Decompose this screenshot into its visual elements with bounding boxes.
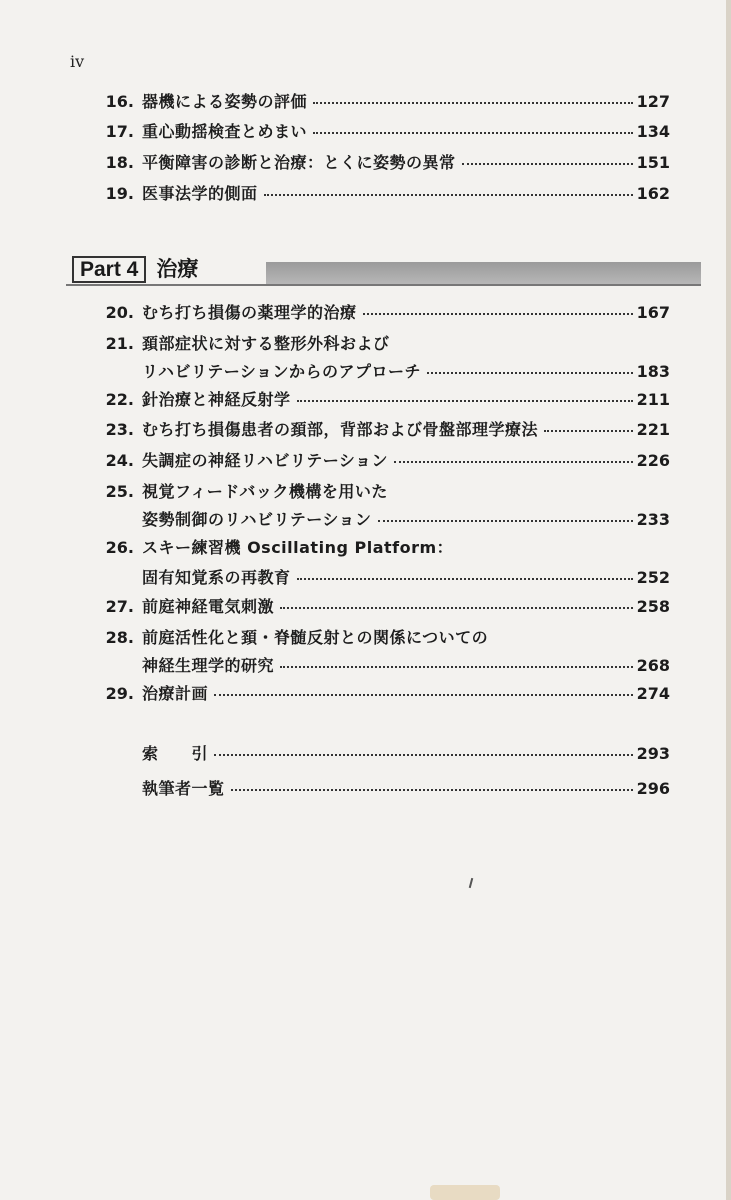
- entry-page: 183: [636, 362, 670, 381]
- toc-entry: [96, 420, 670, 440]
- leader-dots: [264, 193, 633, 196]
- entry-title: 平衡障害の診断と治療：とくに姿勢の異常: [142, 153, 456, 172]
- entry-title: 医事法学的側面: [142, 184, 258, 203]
- toc-entry: [96, 184, 670, 204]
- entry-title: 失調症の神経リハビリテーション: [142, 451, 389, 470]
- entry-title-continued: リハビリテーションからのアプローチ: [142, 362, 422, 381]
- toc-entry: [96, 628, 670, 676]
- entry-number: 25.: [105, 482, 134, 501]
- leader-dots: [544, 429, 633, 432]
- leader-dots: [280, 606, 633, 609]
- toc-entry: [96, 390, 670, 410]
- entry-title: 視覚フィードバック機構を用いた: [142, 482, 388, 501]
- entry-title-continued: 姿勢制御のリハビリテーション: [142, 510, 372, 529]
- entry-page: 268: [636, 656, 670, 675]
- leader-dots: [363, 312, 633, 315]
- entry-title: 執筆者一覧: [142, 779, 225, 798]
- toc-entry: [96, 597, 670, 617]
- entry-title: 治療計画: [142, 684, 209, 703]
- entry-title: むち打ち損傷患者の頚部，背部および骨盤部理学療法: [142, 420, 539, 439]
- entry-page: 221: [636, 420, 670, 439]
- entry-number: 23.: [105, 420, 134, 439]
- leader-dots: [297, 577, 633, 580]
- book-spine-edge: [726, 0, 731, 1200]
- leader-dots: [394, 460, 633, 463]
- entry-title: 重心動揺検査とめまい: [142, 122, 308, 141]
- entry-title: むち打ち損傷の薬理学的治療: [142, 303, 357, 322]
- entry-page: 258: [636, 597, 670, 616]
- leader-dots: [378, 519, 633, 522]
- leader-dots: [462, 162, 633, 165]
- leader-dots: [297, 399, 633, 402]
- leader-dots: [313, 101, 633, 104]
- entry-number: 16.: [105, 92, 134, 111]
- entry-page: 127: [636, 92, 670, 111]
- part-header-bar: [266, 262, 701, 284]
- part-header: [66, 256, 701, 286]
- entry-number: 20.: [105, 303, 134, 322]
- part-heading: [66, 256, 208, 284]
- part-header-rule: [66, 284, 701, 286]
- entry-title: 前庭神経電気刺激: [142, 597, 275, 616]
- entry-number: 21.: [105, 334, 134, 353]
- entry-title: 針治療と神経反射学: [142, 390, 291, 409]
- entry-page: 293: [636, 744, 670, 763]
- entry-title: 索 引: [142, 744, 209, 763]
- entry-page: 167: [636, 303, 670, 322]
- entry-number: 24.: [105, 451, 134, 470]
- entry-page: 252: [636, 568, 670, 587]
- entry-title: 前庭活性化と頚・脊髄反射との関係についての: [142, 628, 489, 647]
- entry-page: 211: [636, 390, 670, 409]
- leader-dots: [280, 665, 633, 668]
- entry-page: 233: [636, 510, 670, 529]
- leader-dots: [214, 693, 633, 696]
- page-number: iv: [70, 52, 85, 71]
- entry-title-continued: 固有知覚系の再教育: [142, 568, 291, 587]
- toc-entry: [96, 482, 670, 530]
- entry-page: 226: [636, 451, 670, 470]
- stray-mark: [469, 878, 474, 888]
- toc-entry: [96, 303, 670, 323]
- toc-entry: [96, 334, 670, 382]
- entry-page: 162: [636, 184, 670, 203]
- entry-number: 18.: [105, 153, 134, 172]
- leader-dots: [427, 371, 633, 374]
- entry-number: 29.: [105, 684, 134, 703]
- toc-entry: [96, 538, 670, 588]
- entry-page: 274: [636, 684, 670, 703]
- part-title: 治療: [156, 258, 199, 281]
- entry-number: 26.: [105, 538, 134, 557]
- toc-entry: [96, 684, 670, 704]
- part-number: Part 4: [72, 256, 146, 283]
- entry-page: 296: [636, 779, 670, 798]
- leader-dots: [214, 753, 633, 756]
- toc-entry-index: [96, 744, 670, 764]
- entry-title: 頚部症状に対する整形外科および: [142, 334, 390, 353]
- toc-entry: [96, 92, 670, 112]
- entry-page: 151: [636, 153, 670, 172]
- entry-number: 19.: [105, 184, 134, 203]
- toc-entry: [96, 451, 670, 471]
- entry-title-continued: 神経生理学的研究: [142, 656, 275, 675]
- toc-entry-contributors: [96, 779, 670, 799]
- entry-number: 27.: [105, 597, 134, 616]
- entry-title: 器機による姿勢の評価: [142, 92, 308, 111]
- entry-number: 28.: [105, 628, 134, 647]
- entry-page: 134: [636, 122, 670, 141]
- entry-title: スキー練習機 Oscillating Platform：: [142, 538, 454, 557]
- leader-dots: [313, 131, 633, 134]
- entry-number: 22.: [105, 390, 134, 409]
- paper-stain: [430, 1185, 500, 1200]
- entry-number: 17.: [105, 122, 134, 141]
- toc-entry: [96, 122, 670, 142]
- toc-entry: [96, 153, 670, 173]
- leader-dots: [231, 788, 633, 791]
